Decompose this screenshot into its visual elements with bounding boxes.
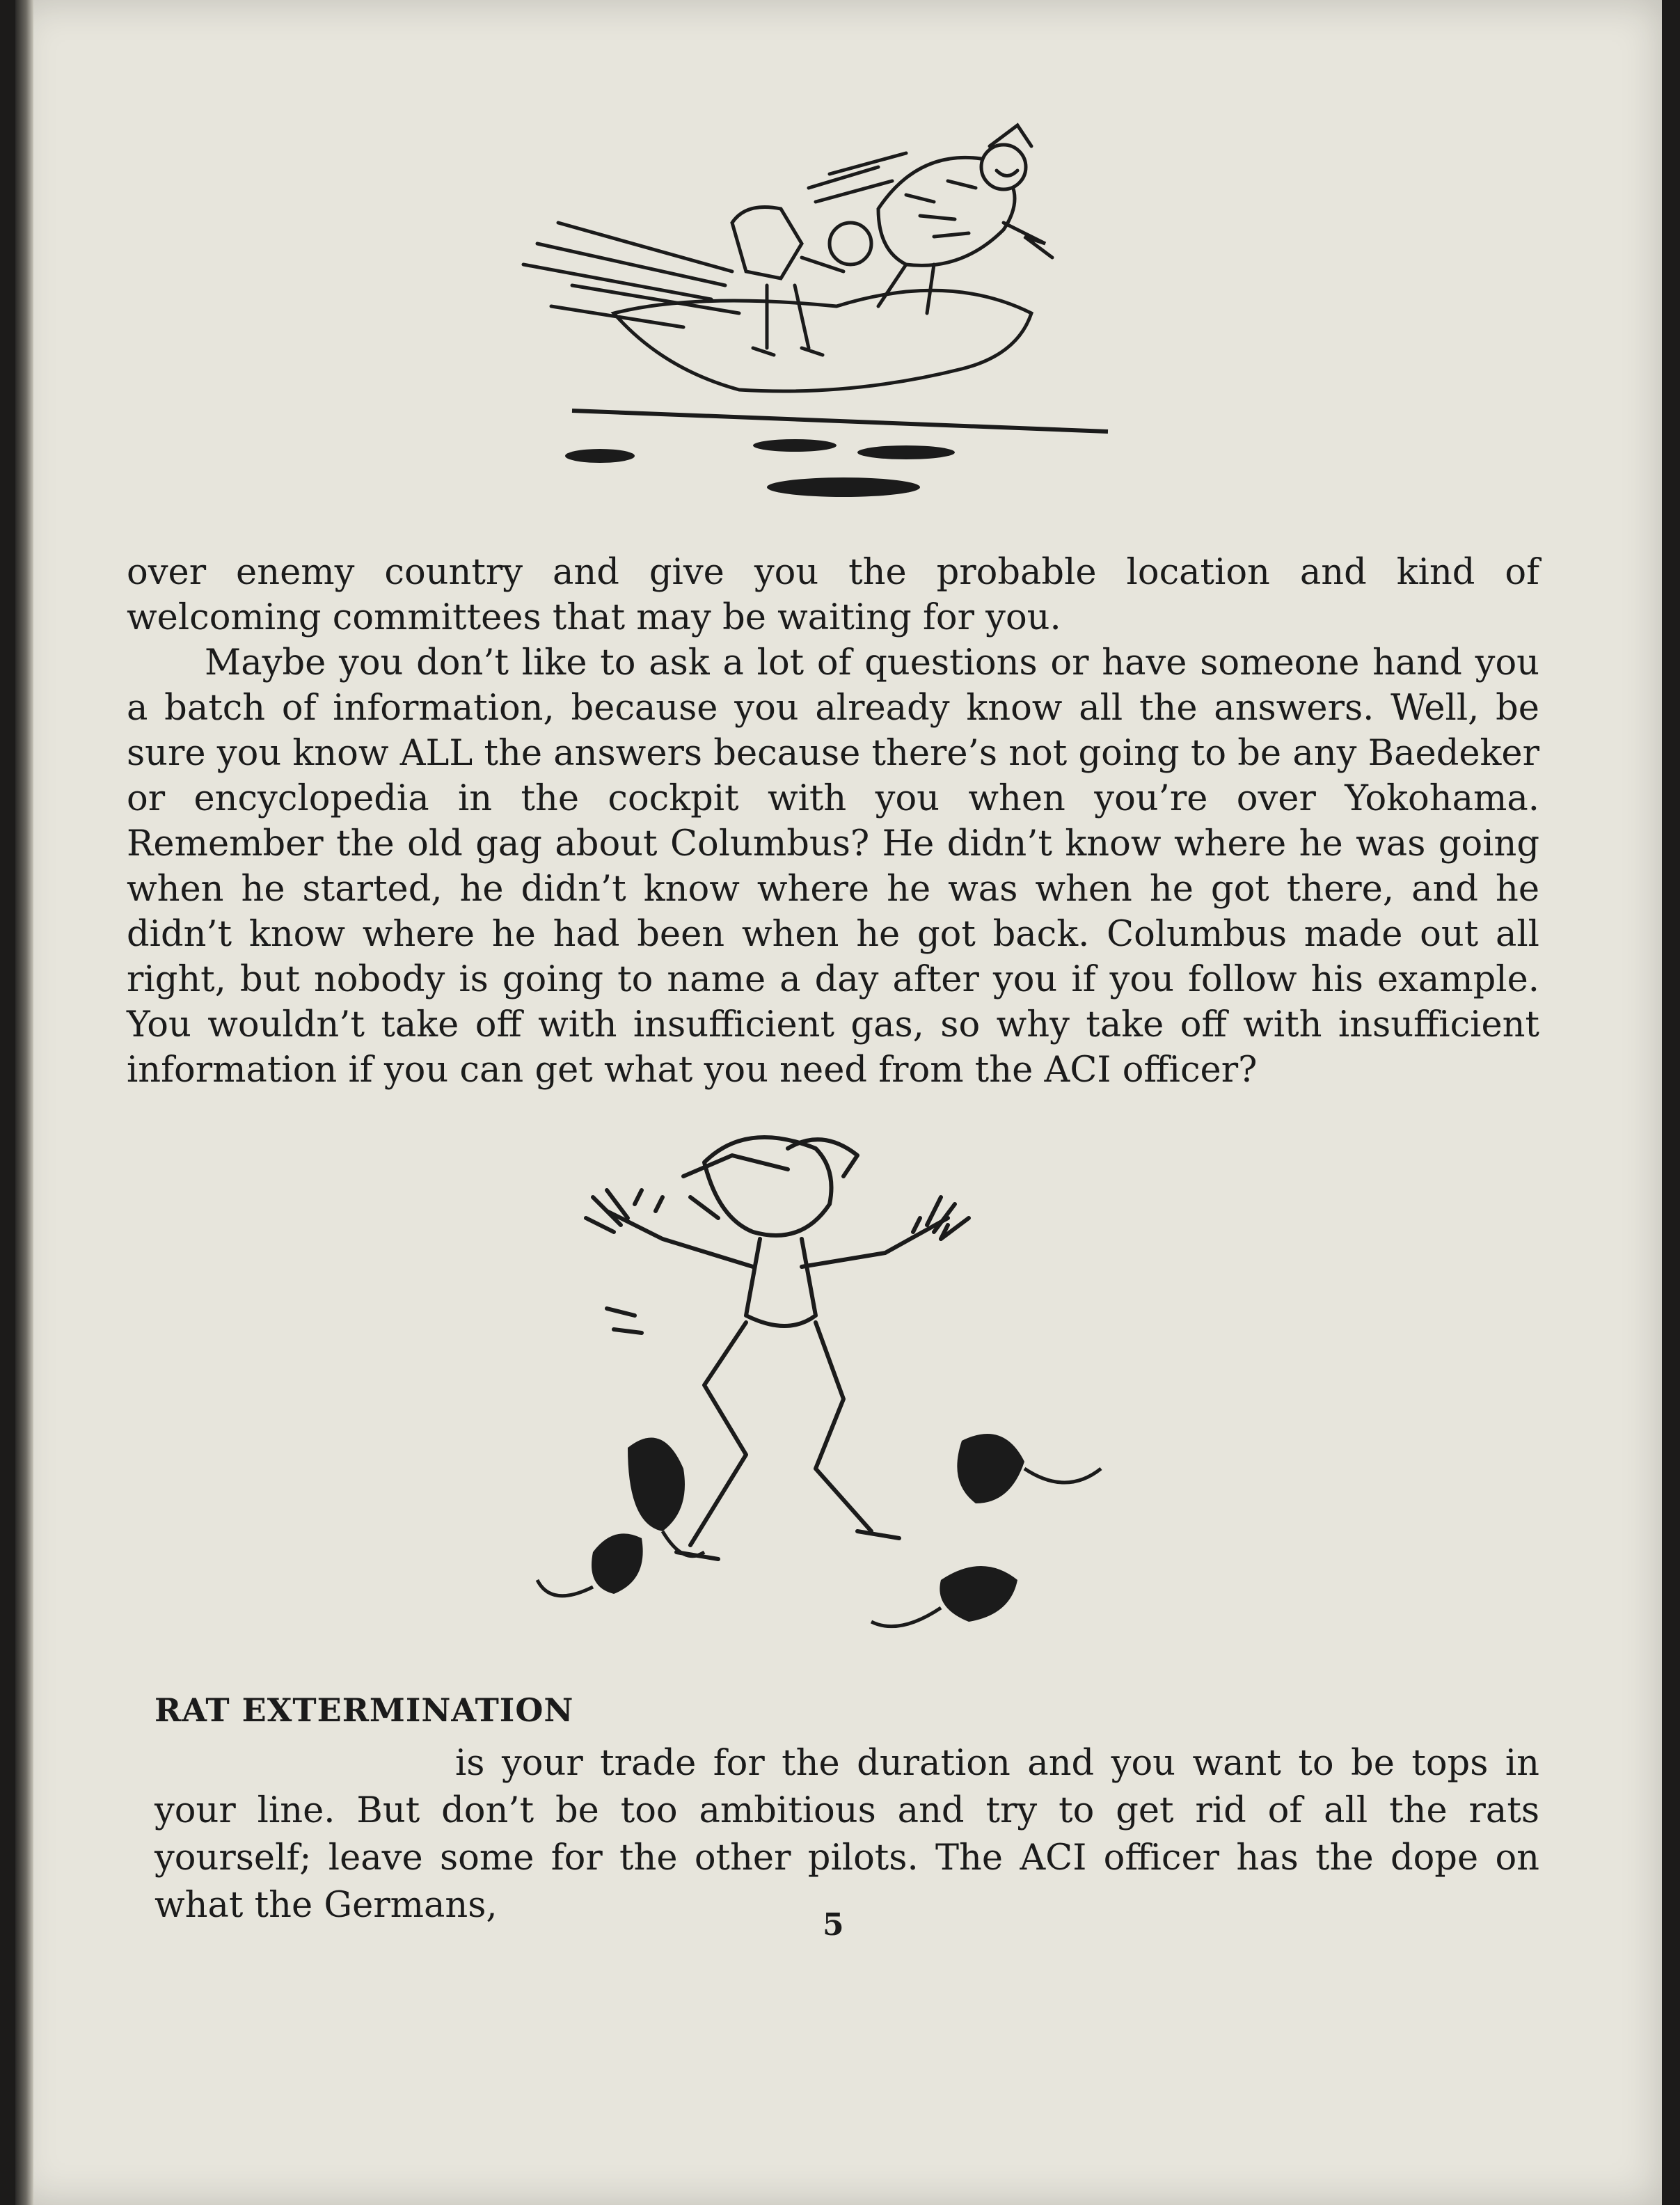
rats-illustration: [523, 1107, 1150, 1677]
continuation-paragraph: [127, 550, 1539, 1093]
paragraph-2: Maybe you don’t like to ask a lot of questions or have someone hand you a batch of information, because you already know all the answers. Well, be sure you know ALL the answers because there’s not going to be any Baedeker or encyclopedia in the cockpit with you when you’re over Yokohama. Remember the old gag about Columbus? He didn’t know where he was going when he started, he didn’t know where he was when he got there, and he didn’t know where he had been when he got back. Columbus made out all right, but nobody is going to name a day after you if you follow his example. You wouldn’t take off with insufficient gas, so why take off with insufficient information if you can get what you need from the ACI officer?: [127, 642, 1539, 1091]
book-page: [15, 0, 1662, 2205]
paragraph-3-text: is your trade for the duration and you want to be tops in your line. But don’t be too ambitious and try to get rid of all the rats yourself; leave some for the other pilots. The ACI officer has the dope on what the Germans,: [154, 1743, 1539, 1926]
paragraph-3: [154, 1740, 1539, 1929]
page-number: 5: [823, 1907, 844, 1943]
carpet-flight-illustration: [516, 104, 1143, 522]
paragraph-1: over enemy country and give you the probable location and kind of welcoming committees that may be waiting for you.: [127, 552, 1539, 638]
page-binding: [15, 0, 33, 2205]
section-heading: RAT EXTERMINATION: [154, 1691, 574, 1729]
